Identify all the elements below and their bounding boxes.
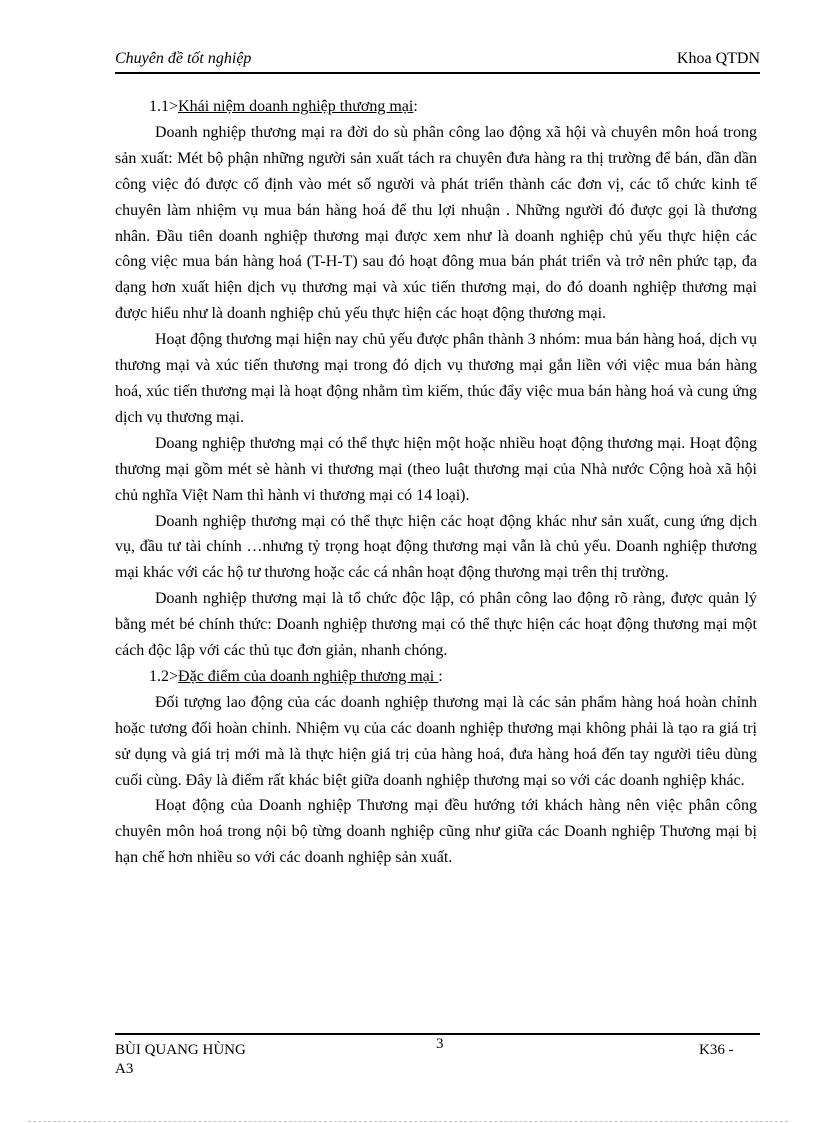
paragraph: Hoạt động của Doanh nghiệp Thương mại đều hướng tới khách hàng nên việc phân công chuyên môn hoá trong nội bộ từng doanh nghiệp cũng như giữa các Doanh nghiệp Thương mại bị hạn chế hơn nhiều so với các doanh nghiệp sản xuất.	[115, 797, 757, 867]
footer-course: K36 -	[699, 1042, 734, 1058]
footer-class: A3	[115, 1061, 134, 1077]
footer-divider	[115, 1033, 760, 1035]
page-header	[115, 48, 760, 74]
section-heading-1-2	[115, 664, 757, 690]
heading-number: 1.1>	[149, 98, 179, 115]
document-body	[115, 94, 757, 871]
paragraph: Doang nghiệp thương mại có thể thực hiện một hoặc nhiều hoạt động thương mại. Hoạt động thương mại gồm mét sè hành vi thương mại (theo luật thương mại của Nhà nước Cộng hoà xã hội chủ nghĩa Việt Nam thì hành vi thương mại có 14 loại).	[115, 434, 757, 504]
heading-colon: :	[438, 667, 443, 685]
heading-number: 1.2>	[149, 667, 179, 685]
paragraph: Doanh nghiệp thương mại ra đời do sù phân công lao động xã hội và chuyên môn hoá trong sản xuất: Mét bộ phận những người sản xuất tách ra chuyên đưa hàng ra thị trường để bán, dần dần công việc đó được cố định vào mét số người và phát triển thành các đơn vị, các tổ chức kinh tế chuyên làm nhiệm vụ mua bán hàng hoá để thu lợi nhuận . Những người đó được gọi là thương nhân. Đầu tiên doanh nghiệp thương mại được xem như là doanh nghiệp chủ yếu thực hiện các công việc mua bán hàng hoá (T-H-T) sau đó hoạt đông mua bán phát triển và trở nên phức tạp, đa dạng hơn xuất hiện dịch vụ thương mại và xúc tiến thương mại, do đó doanh nghiệp thương mại được hiểu như là doanh nghiệp chủ yếu thực hiện các hoạt động thương mại.	[115, 123, 757, 323]
footer-author-name: BÙI QUANG HÙNG	[115, 1042, 246, 1058]
paragraph: Doanh nghiệp thương mại có thể thực hiện các hoạt động khác như sản xuất, cung ứng dịch vụ, đầu tư tài chính …nhưng tỷ trọng hoạt động thương mại vẫn là chủ yếu. Doanh nghiệp thương mại khác với các hộ tư thương hoặc các cá nhân hoạt động thương mại trên thị trường.	[115, 512, 757, 582]
page-boundary	[28, 1121, 788, 1122]
paragraph: Hoạt động thương mại hiện nay chủ yếu được phân thành 3 nhóm: mua bán hàng hoá, dịch vụ thương mại và xúc tiến thương mại trong đó dịch vụ thương mại gắn liền với việc mua bán hàng hoá, xúc tiến thương mại là hoạt động nhằm tìm kiếm, thúc đẩy việc mua bán hàng hoá và cung ứng dịch vụ thương mại.	[115, 331, 757, 426]
heading-title: Đặc điểm của doanh nghiệp thương mại	[178, 667, 439, 685]
heading-colon: :	[413, 98, 418, 115]
paragraph: Doanh nghiệp thương mại là tổ chức độc lập, có phân công lao động rõ ràng, được quản lý bằng mét bé chính thức: Doanh nghiệp thương mại có thể thực hiện các hoạt động thương mại một cách độc lập với các thủ tục đơn giản, nhanh chóng.	[115, 590, 757, 660]
page-number: 3	[436, 1036, 444, 1052]
section-heading-1-1	[115, 94, 757, 120]
paragraph: Đối tượng lao động của các doanh nghiệp thương mại là các sản phẩm hàng hoá hoàn chỉnh hoặc tương đối hoàn chỉnh. Nhiệm vụ của các doanh nghiệp thương mại không phải là tạo ra giá trị sử dụng và giá trị mới mà là thực hiện giá trị của hàng hoá, đưa hàng hoá đến tay người tiêu dùng cuối cùng. Đây là điểm rất khác biệt giữa doanh nghiệp thương mại so với các doanh nghiệp khác.	[115, 693, 757, 789]
header-faculty: Khoa QTDN	[676, 50, 760, 67]
header-document-type: Chuyên đề tốt nghiệp	[115, 50, 252, 67]
heading-title: Khái niệm doanh nghiệp thương mại	[178, 98, 414, 115]
